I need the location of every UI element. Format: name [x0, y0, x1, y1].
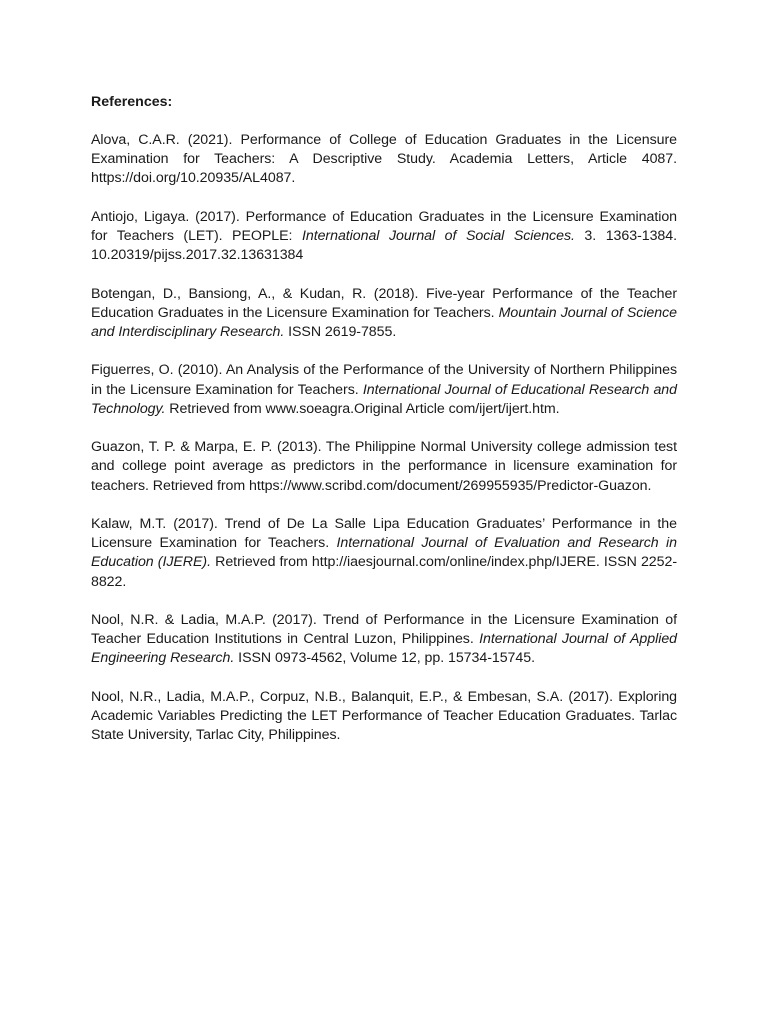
reference-text: Kalaw, M.T. (2017). Trend of De La Salle Lipa Education Graduates’ Performance in the Licensure Examination for Teachers.: [91, 515, 677, 552]
reference-text: Nool, N.R. & Ladia, M.A.P. (2017). Trend of Performance in the Licensure Examination of Teacher Education Institutions in Central Luzon, Philippines.: [91, 611, 677, 648]
reference-details: 3. 1363-1384. 10.20319/pijss.2017.32.13631384: [91, 228, 677, 264]
reference-text: Antiojo, Ligaya. (2017). Performance of Education Graduates in the Licensure Examination for Teachers (LET). PEOPLE:: [91, 208, 677, 244]
reference-details: ISSN 2619-7855.: [284, 324, 397, 340]
reference-text: Nool, N.R., Ladia, M.A.P., Corpuz, N.B., Balanquit, E.P., & Embesan, S.A. (2017). Exploring Academic Variables Predicting the LET Performance of Teacher Education Graduates. Tarlac State University, Tarlac City, Philippines.: [91, 688, 677, 744]
reference-entry: [91, 611, 677, 669]
reference-entry: [91, 131, 677, 189]
reference-journal: International Journal of Evaluation and Research in Education (IJERE).: [91, 535, 677, 571]
reference-journal: International Journal of Educational Research and Technology.: [91, 381, 677, 417]
reference-entry: [91, 515, 677, 592]
reference-journal: Mountain Journal of Science and Interdisciplinary Research.: [91, 304, 677, 340]
reference-details: Retrieved from http://iaesjournal.com/online/index.php/IJERE. ISSN 2252-8822.: [91, 554, 677, 590]
reference-entry: [91, 285, 677, 343]
reference-text: Alova, C.A.R. (2021). Performance of College of Education Graduates in the Licensure Examination for Teachers: A Descriptive Study. Academia Letters, Article 4087. https://doi.org/10.20935/AL4087.: [91, 132, 677, 187]
reference-entry: [91, 688, 677, 746]
reference-text: Botengan, D., Bansiong, A., & Kudan, R. (2018). Five-year Performance of the Teacher Education Graduates in the Licensure Examination for Teachers.: [91, 285, 677, 321]
references-page: [91, 93, 677, 765]
reference-entry: [91, 438, 677, 496]
reference-text: Figuerres, O. (2010). An Analysis of the Performance of the University of Northern Philippines in the Licensure Examination for Teachers.: [91, 362, 677, 398]
reference-entry: [91, 208, 677, 266]
reference-entry: [91, 361, 677, 419]
reference-journal: International Journal of Applied Engineering Research.: [91, 631, 677, 667]
reference-journal: International Journal of Social Sciences.: [301, 228, 575, 244]
references-heading: References:: [91, 94, 173, 110]
reference-details: ISSN 0973-4562, Volume 12, pp. 15734-15745.: [234, 650, 535, 667]
reference-details: Retrieved from www.soeagra.Original Article com/ijert/ijert.htm.: [165, 400, 560, 417]
reference-text: Guazon, T. P. & Marpa, E. P. (2013). The Philippine Normal University college admission test and college point average as predictors in the performance in licensure examination for teachers. Retrieved from https://www.scribd.com/document/269955935/Predictor-Guazon.: [91, 439, 677, 494]
